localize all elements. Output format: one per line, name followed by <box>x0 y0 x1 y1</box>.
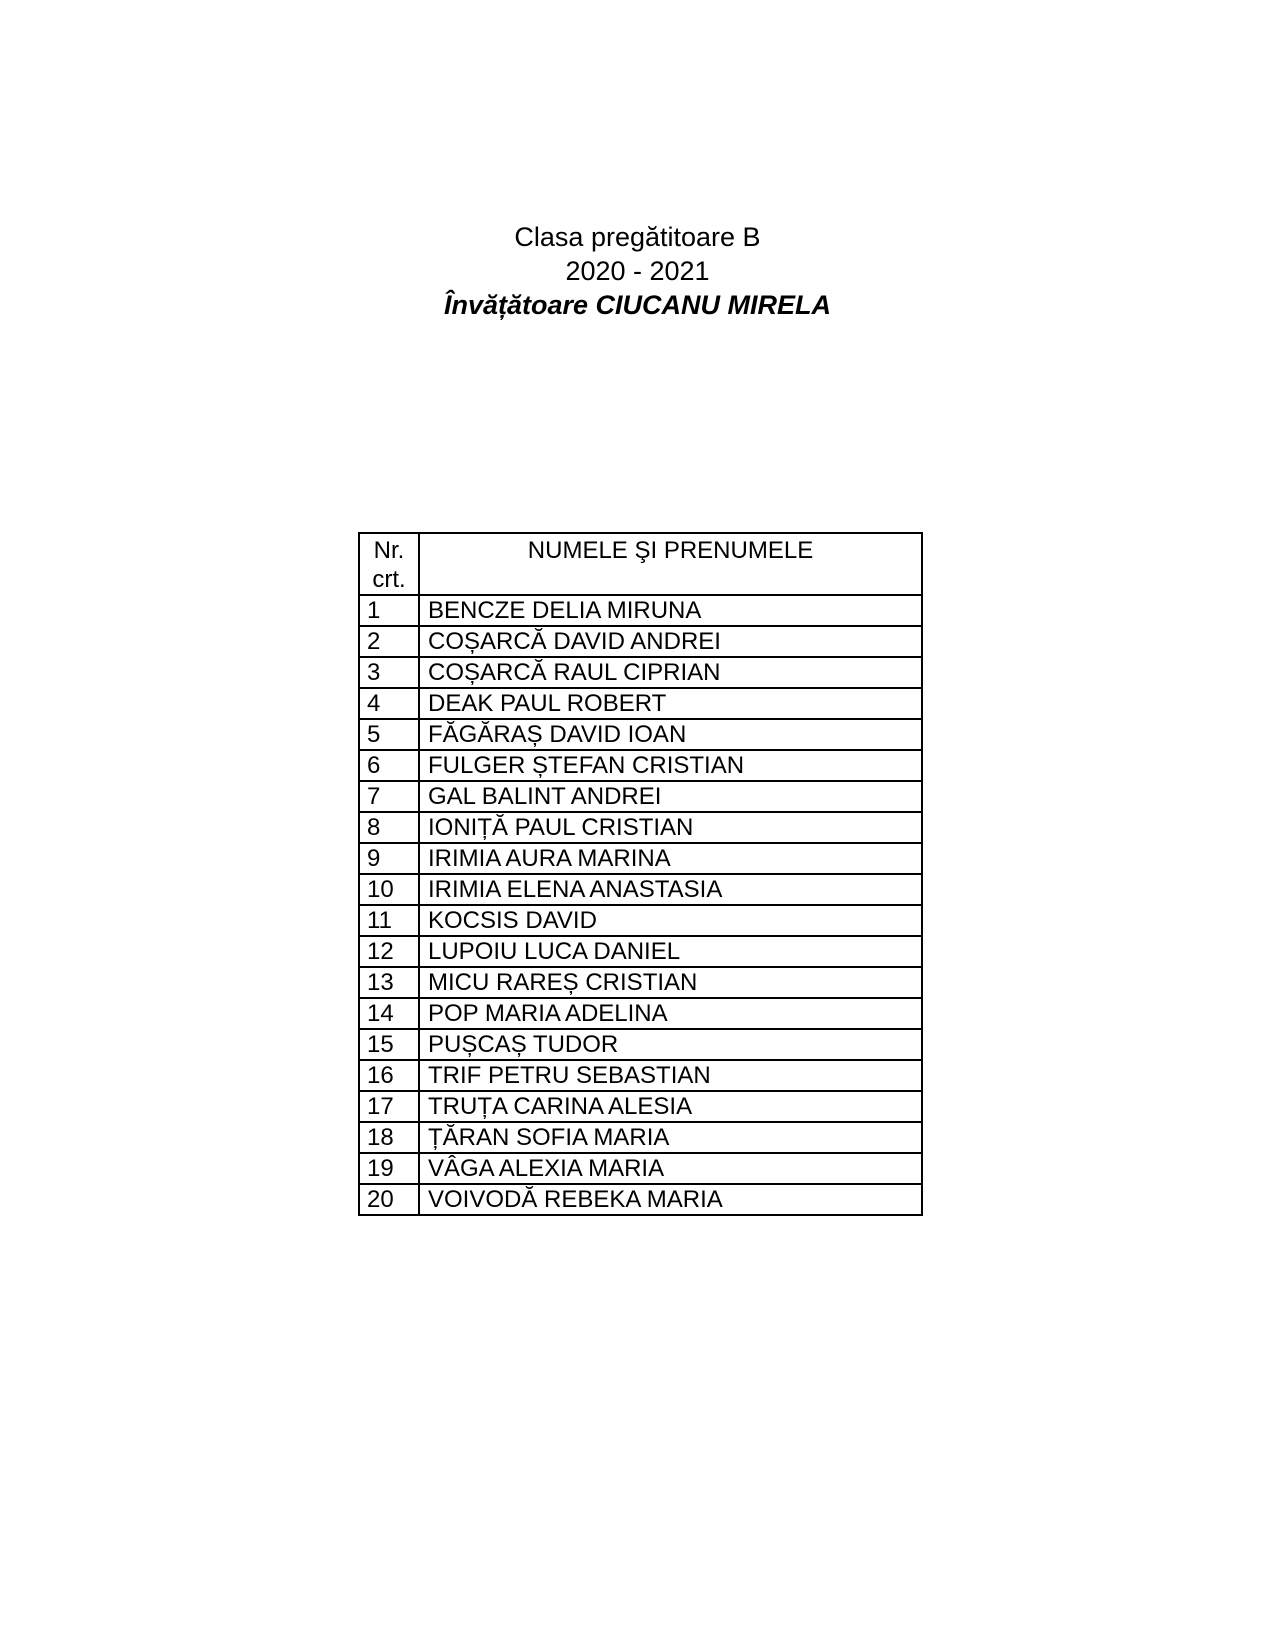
row-number: 18 <box>359 1122 419 1153</box>
table-row <box>359 998 922 1029</box>
table-row <box>359 719 922 750</box>
table-row <box>359 1029 922 1060</box>
student-name: VOIVODĂ REBEKA MARIA <box>419 1184 922 1215</box>
document-title-block <box>0 220 1275 322</box>
header-nr-line1: Nr. <box>373 537 405 564</box>
student-name: PUȘCAȘ TUDOR <box>419 1029 922 1060</box>
row-number: 20 <box>359 1184 419 1215</box>
table-row <box>359 812 922 843</box>
student-name: MICU RAREȘ CRISTIAN <box>419 967 922 998</box>
table-header-row <box>359 533 922 595</box>
table-row <box>359 657 922 688</box>
row-number: 16 <box>359 1060 419 1091</box>
table-row <box>359 967 922 998</box>
student-name: IONIȚĂ PAUL CRISTIAN <box>419 812 922 843</box>
student-name: FULGER ȘTEFAN CRISTIAN <box>419 750 922 781</box>
student-name: LUPOIU LUCA DANIEL <box>419 936 922 967</box>
student-name: TRIF PETRU SEBASTIAN <box>419 1060 922 1091</box>
header-nr-crt <box>359 533 419 595</box>
student-name: KOCSIS DAVID <box>419 905 922 936</box>
student-name: DEAK PAUL ROBERT <box>419 688 922 719</box>
row-number: 15 <box>359 1029 419 1060</box>
school-year: 2020 - 2021 <box>565 256 710 286</box>
student-name: FĂGĂRAȘ DAVID IOAN <box>419 719 922 750</box>
row-number: 6 <box>359 750 419 781</box>
row-number: 12 <box>359 936 419 967</box>
student-name: COȘARCĂ RAUL CIPRIAN <box>419 657 922 688</box>
row-number: 2 <box>359 626 419 657</box>
row-number: 8 <box>359 812 419 843</box>
row-number: 19 <box>359 1153 419 1184</box>
student-name: IRIMIA ELENA ANASTASIA <box>419 874 922 905</box>
teacher-name: Învățătoare CIUCANU MIRELA <box>443 290 832 320</box>
table-row <box>359 1091 922 1122</box>
row-number: 1 <box>359 595 419 626</box>
table-row <box>359 1122 922 1153</box>
table-row <box>359 843 922 874</box>
student-name: BENCZE DELIA MIRUNA <box>419 595 922 626</box>
student-name: POP MARIA ADELINA <box>419 998 922 1029</box>
table-row <box>359 781 922 812</box>
table-row <box>359 688 922 719</box>
header-nr-line2: crt. <box>372 566 406 593</box>
class-title: Clasa pregătitoare B <box>514 222 761 252</box>
table-row <box>359 1184 922 1215</box>
row-number: 17 <box>359 1091 419 1122</box>
student-name: TRUȚA CARINA ALESIA <box>419 1091 922 1122</box>
student-name: VÂGA ALEXIA MARIA <box>419 1153 922 1184</box>
student-name: COȘARCĂ DAVID ANDREI <box>419 626 922 657</box>
row-number: 5 <box>359 719 419 750</box>
student-roster-table <box>358 532 923 1216</box>
row-number: 11 <box>359 905 419 936</box>
row-number: 7 <box>359 781 419 812</box>
student-name: GAL BALINT ANDREI <box>419 781 922 812</box>
student-name: IRIMIA AURA MARINA <box>419 843 922 874</box>
table-row <box>359 750 922 781</box>
row-number: 14 <box>359 998 419 1029</box>
row-number: 9 <box>359 843 419 874</box>
table-row <box>359 626 922 657</box>
student-name: ȚĂRAN SOFIA MARIA <box>419 1122 922 1153</box>
row-number: 3 <box>359 657 419 688</box>
row-number: 4 <box>359 688 419 719</box>
table-row <box>359 874 922 905</box>
table-row <box>359 1153 922 1184</box>
row-number: 10 <box>359 874 419 905</box>
table-row <box>359 595 922 626</box>
table-row <box>359 1060 922 1091</box>
table-row <box>359 905 922 936</box>
table-row <box>359 936 922 967</box>
header-name-column: NUMELE ŞI PRENUMELE <box>419 533 922 595</box>
row-number: 13 <box>359 967 419 998</box>
